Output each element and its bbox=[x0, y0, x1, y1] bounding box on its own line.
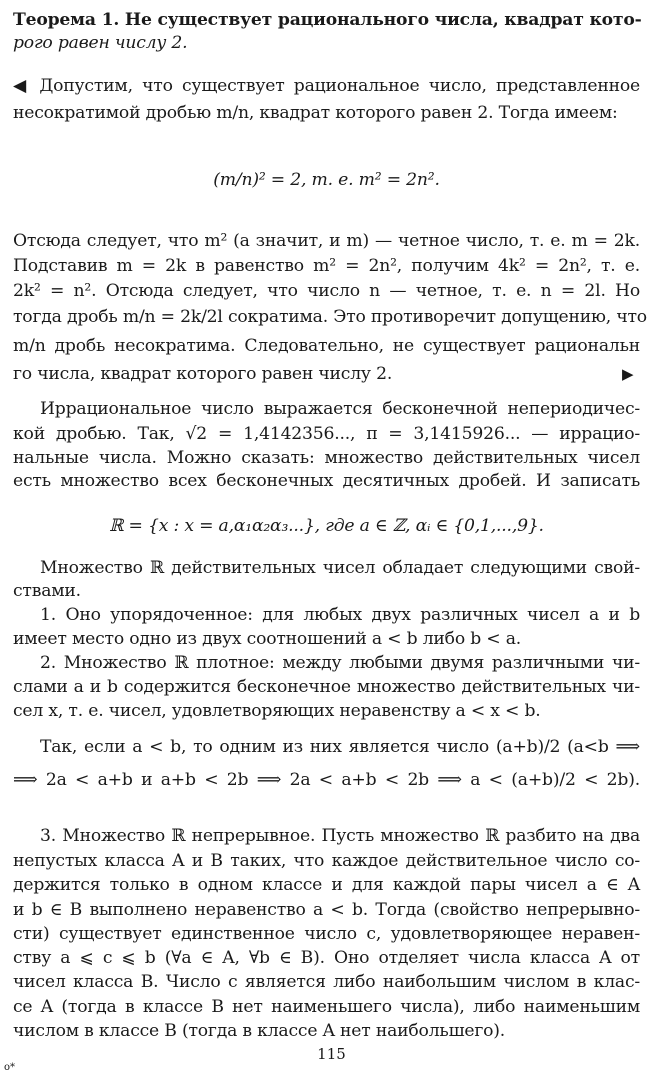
corner-mark: о* bbox=[4, 1062, 16, 1073]
property-2-line-1: 2. Множество ℝ плотное: между любыми двумя различными чи- bbox=[40, 653, 640, 673]
properties-intro-2: ствами. bbox=[13, 581, 81, 601]
property-3-line-6: ству a ⩽ c ⩽ b (∀a ∈ A, ∀b ∈ B). Оно отделяет числа класса A от bbox=[13, 948, 640, 968]
paragraph-line-2: кой дробью. Так, √2 = 1,4142356..., π = 3,1415926... — иррацио- bbox=[13, 424, 640, 444]
paragraph-line-3: нальные числа. Можно сказать: множество действительных чисел bbox=[13, 448, 640, 468]
formula-real-set: ℝ = {x : x = a,α₁α₂α₃...}, где a ∈ ℤ, αᵢ ∈ {0,1,...,9}. bbox=[109, 516, 544, 536]
theorem-line-1: Теорема 1. Не существует рационального числа, квадрат кото- bbox=[13, 10, 642, 30]
property-1-line-1: 1. Оно упорядоченное: для любых двух различных чисел a и b bbox=[40, 605, 640, 625]
paragraph-line-1: Иррациональное число выражается бесконечной непериодичес- bbox=[40, 399, 640, 419]
proof-line-3: Отсюда следует, что m² (а значит, и m) — четное число, т. е. m = 2k. bbox=[13, 231, 640, 251]
proof-line-7: m/n дробь несократима. Следовательно, не существует рациональн bbox=[13, 336, 640, 356]
proof-line-1: ◀ Допустим, что существует рациональное число, представленное bbox=[13, 76, 640, 96]
property-2-example-1: Так, если a < b, то одним из них является число (a+b)/2 (a<b ⟹ bbox=[40, 737, 640, 757]
property-3-line-4: и b ∈ B выполнено неравенство a < b. Тогда (свойство непрерывно- bbox=[13, 900, 640, 920]
formula-m-over-n: (m/n)² = 2, т. е. m² = 2n². bbox=[213, 170, 440, 190]
property-3-line-8: се A (тогда в классе B нет наименьшего числа), либо наименьшим bbox=[13, 997, 640, 1017]
page-number: 115 bbox=[317, 1045, 346, 1063]
property-3-line-2: непустых класса A и B таких, что каждое действительное число со- bbox=[13, 851, 640, 871]
property-2-example-2: ⟹ 2a < a+b и a+b < 2b ⟹ 2a < a+b < 2b ⟹ a < (a+b)/2 < 2b). bbox=[13, 770, 640, 790]
property-2-line-2: слами a и b содержится бесконечное множество действительных чи- bbox=[13, 677, 640, 697]
proof-line-2: несократимой дробью m/n, квадрат которого равен 2. Тогда имеем: bbox=[13, 103, 618, 123]
proof-line-4: Подставив m = 2k в равенство m² = 2n², получим 4k² = 2n², т. е. bbox=[13, 256, 640, 276]
property-2-line-3: сел x, т. е. чисел, удовлетворяющих неравенству a < x < b. bbox=[13, 701, 541, 721]
proof-line-5: 2k² = n². Отсюда следует, что число n — четное, т. е. n = 2l. Но bbox=[13, 281, 640, 301]
property-3-line-7: чисел класса B. Число c является либо наибольшим числом в клас- bbox=[13, 972, 640, 992]
property-3-line-5: сти) существует единственное число c, удовлетворяющее нерaвен- bbox=[13, 924, 640, 944]
proof-line-6: тогда дробь m/n = 2k/2l сократима. Это противоречит допущению, что bbox=[13, 307, 647, 327]
proof-line-8: го числа, квадрат которого равен числу 2. bbox=[13, 364, 393, 384]
theorem-line-2: рого равен числу 2. bbox=[13, 33, 188, 53]
property-3-line-3: держится только в одном классе и для каждой пары чисел a ∈ A bbox=[13, 875, 640, 895]
paragraph-line-4: есть множество всех бесконечных десятичных дробей. И записать bbox=[13, 471, 640, 491]
end-of-proof-mark: ▶ bbox=[622, 365, 634, 383]
property-3-line-9: числом в классе B (тогда в классе A нет наибольшего). bbox=[13, 1021, 506, 1041]
property-1-line-2: имеет место одно из двух соотношений a < b либо b < a. bbox=[13, 629, 522, 649]
properties-intro-1: Множество ℝ действительных чисел обладает следующими свой- bbox=[40, 558, 640, 578]
property-3-line-1: 3. Множество ℝ непрерывное. Пусть множество ℝ разбито на два bbox=[40, 826, 640, 846]
